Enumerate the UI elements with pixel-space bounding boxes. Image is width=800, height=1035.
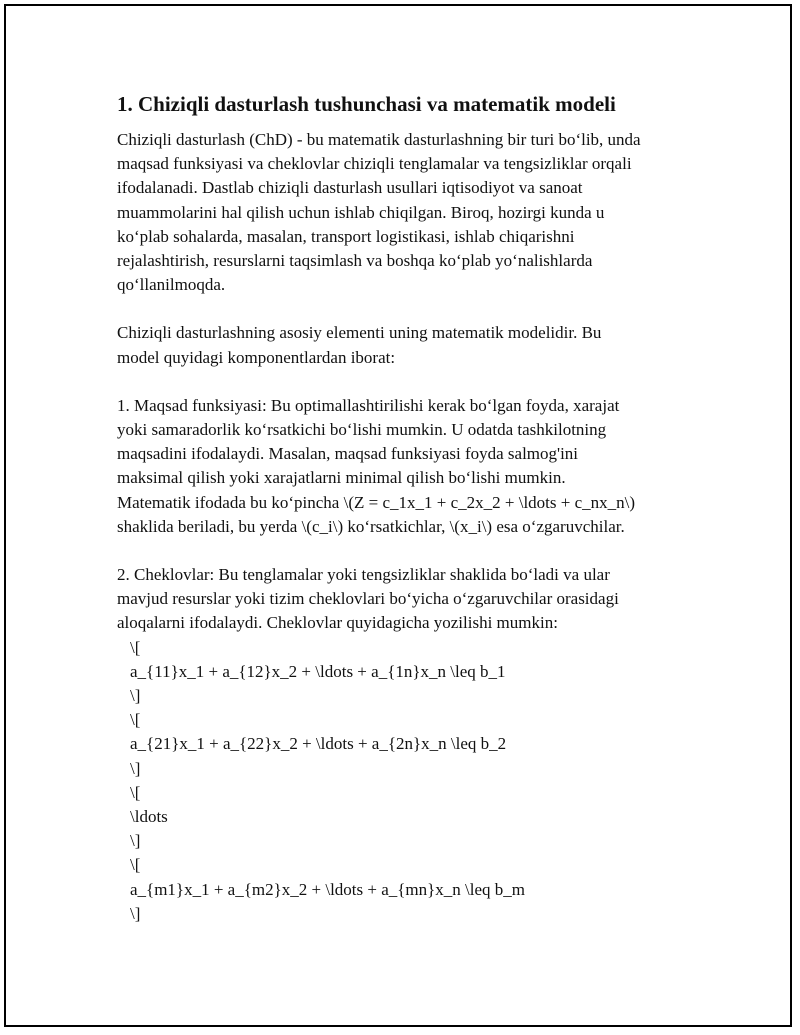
- text-line: maqsad funksiyasi va cheklovlar chiziqli tenglamalar va tengsizliklar orqali: [117, 154, 632, 174]
- paragraph-spacer: [117, 539, 697, 563]
- text-line: Chiziqli dasturlash (ChD) - bu matematik dasturlashning bir turi bo‘lib, unda: [117, 130, 641, 149]
- text-line: ifodalanadi. Dastlab chiziqli dasturlash usullari iqtisodiyot va sanoat: [117, 178, 583, 198]
- text-line: rejalashtirish, resurslarni taqsimlash va boshqa ko‘plab yo‘nalishlarda: [117, 251, 593, 271]
- text-line: 1. Maqsad funksiyasi: Bu optimallashtirilishi kerak bo‘lgan foyda, xarajat: [117, 395, 620, 415]
- text-line: muammolarini hal qilish uchun ishlab chiqilgan. Biroq, hozirgi kunda u: [117, 202, 605, 222]
- constraint-formulas: [117, 636, 697, 926]
- formula-line: \[: [130, 855, 141, 875]
- text-line: qo‘llanilmoqda.: [117, 275, 226, 295]
- text-line: model quyidagi komponentlardan iborat:: [117, 347, 396, 367]
- paragraph-spacer: [117, 297, 697, 321]
- formula-line: \[: [130, 782, 141, 802]
- text-line: maqsadini ifodalaydi. Masalan, maqsad funksiyasi foyda salmog'ini: [117, 444, 579, 464]
- paragraph-constraints: [117, 563, 697, 636]
- text-line: Matematik ifodada bu ko‘pincha \(Z = c_1x_1 + c_2x_2 + \ldots + c_nx_n\): [117, 492, 636, 512]
- formula-line: \]: [130, 686, 141, 706]
- formula-line: a_{21}x_1 + a_{22}x_2 + \ldots + a_{2n}x_n \leq b_2: [130, 734, 507, 754]
- formula-line: \]: [130, 903, 141, 923]
- document-body: [117, 90, 697, 926]
- text-line: Chiziqli dasturlashning asosiy elementi uning matematik modelidir. Bu: [117, 323, 602, 343]
- paragraph-model: [117, 321, 697, 369]
- formula-line: \]: [130, 831, 141, 851]
- formula-line: a_{11}x_1 + a_{12}x_2 + \ldots + a_{1n}x_n \leq b_1: [130, 661, 506, 681]
- formula-line: \]: [130, 758, 141, 778]
- text-line: aloqalarni ifodalaydi. Cheklovlar quyidagicha yozilishi mumkin:: [117, 613, 558, 633]
- paragraph-objective-function: [117, 394, 697, 539]
- formula-line: \[: [130, 710, 141, 730]
- paragraph-spacer: [117, 370, 697, 394]
- text-line: 2. Cheklovlar: Bu tenglamalar yoki tengsizliklar shaklida bo‘ladi va ular: [117, 565, 610, 585]
- text-line: shaklida beriladi, bu yerda \(c_i\) ko‘rsatkichlar, \(x_i\) esa o‘zgaruvchilar.: [117, 516, 625, 536]
- formula-line: \[: [130, 637, 141, 657]
- text-line: ko‘plab sohalarda, masalan, transport logistikasi, ishlab chiqarishni: [117, 226, 575, 246]
- formula-line: \ldots: [130, 807, 168, 827]
- text-line: maksimal qilish yoki xarajatlarni minimal qilish bo‘lishi mumkin.: [117, 468, 566, 488]
- paragraph-intro: [117, 128, 697, 297]
- formula-line: a_{m1}x_1 + a_{m2}x_2 + \ldots + a_{mn}x_n \leq b_m: [130, 879, 526, 899]
- text-line: mavjud resurslar yoki tizim cheklovlari bo‘yicha o‘zgaruvchilar orasidagi: [117, 589, 619, 609]
- section-title: 1. Chiziqli dasturlash tushunchasi va matematik modeli: [117, 92, 616, 116]
- text-line: yoki samaradorlik ko‘rsatkichi bo‘lishi mumkin. U odatda tashkilotning: [117, 420, 607, 440]
